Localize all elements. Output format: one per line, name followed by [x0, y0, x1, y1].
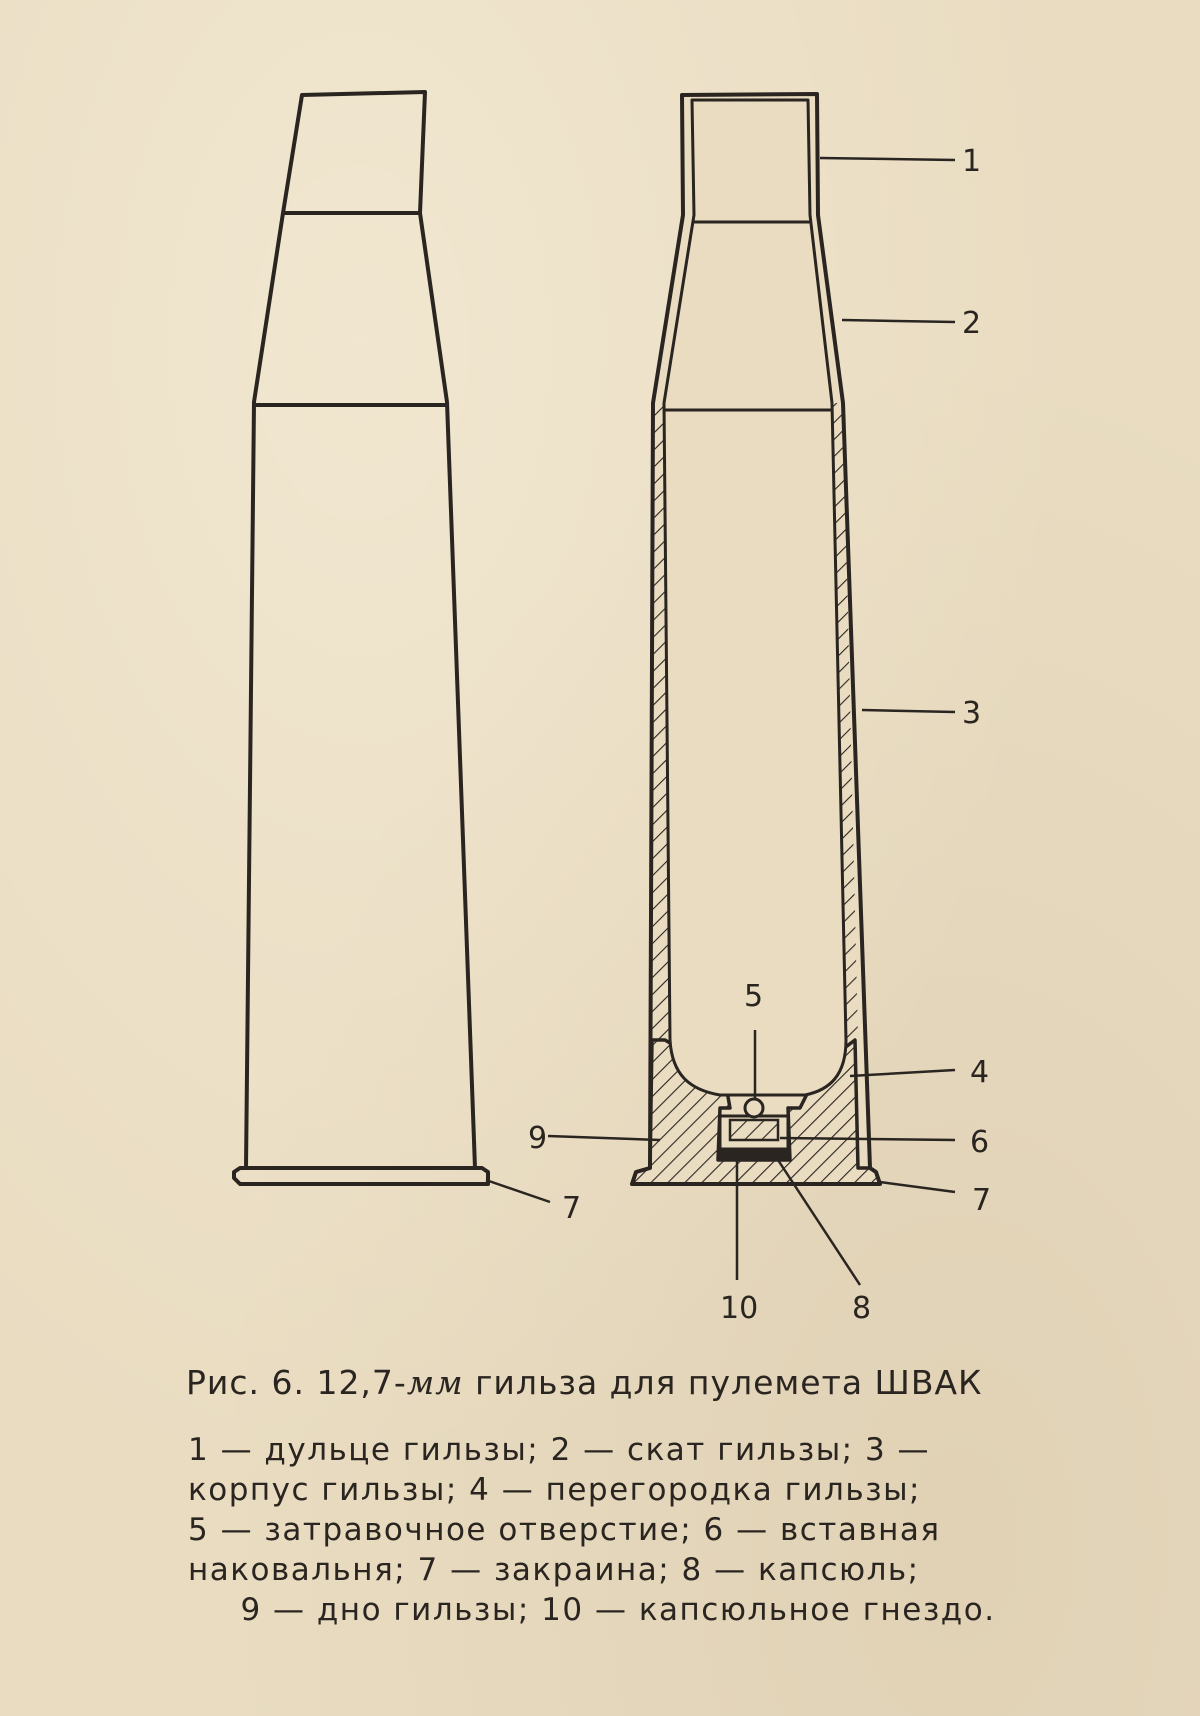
- callout-8: 8: [852, 1291, 872, 1326]
- legend-line-1: 1 — дульце гильзы; 2 — скат гильзы; 3 —: [188, 1432, 931, 1468]
- caption-unit: мм: [406, 1363, 464, 1402]
- callout-1: 1: [962, 144, 982, 179]
- caption-suffix: гильза для пулемета ШВАК: [463, 1363, 983, 1402]
- callout-2: 2: [962, 306, 982, 341]
- legend-line-4: наковальня; 7 — закраина; 8 — капсюль;: [188, 1552, 920, 1588]
- insert-anvil: [730, 1120, 778, 1140]
- leader-1: [820, 158, 955, 160]
- leader-7-right: [880, 1182, 955, 1192]
- callout-7-right: 7: [972, 1183, 992, 1218]
- case-exterior-view: [234, 92, 488, 1184]
- leader-2: [842, 320, 955, 322]
- figure-caption: [186, 1363, 1046, 1402]
- callout-7-left: 7: [562, 1191, 582, 1226]
- callout-9: 9: [528, 1121, 548, 1156]
- legend-line-3: 5 — затравочное отверстие; 6 — вставная: [188, 1512, 941, 1548]
- callout-10: 10: [720, 1291, 759, 1326]
- leader-9: [548, 1136, 660, 1140]
- callout-6: 6: [970, 1125, 990, 1160]
- legend-line-5: 9 — дно гильзы; 10 — капсюльное гнездо.: [240, 1592, 996, 1628]
- flash-hole: [745, 1099, 763, 1117]
- callout-5: 5: [744, 979, 764, 1014]
- primer: [722, 1148, 786, 1158]
- rim-exterior: [234, 1168, 488, 1184]
- legend-line-2: корпус гильзы; 4 — перегородка гильзы;: [188, 1472, 922, 1508]
- caption-prefix: Рис. 6. 12,7-: [186, 1363, 407, 1402]
- case-cross-section: [632, 94, 880, 1184]
- callout-3: 3: [962, 696, 982, 731]
- leader-3: [862, 710, 955, 712]
- figure-legend: [188, 1430, 1048, 1630]
- leader-7-left: [486, 1180, 550, 1202]
- callout-4: 4: [970, 1055, 990, 1090]
- case-exterior-outline: [246, 92, 475, 1168]
